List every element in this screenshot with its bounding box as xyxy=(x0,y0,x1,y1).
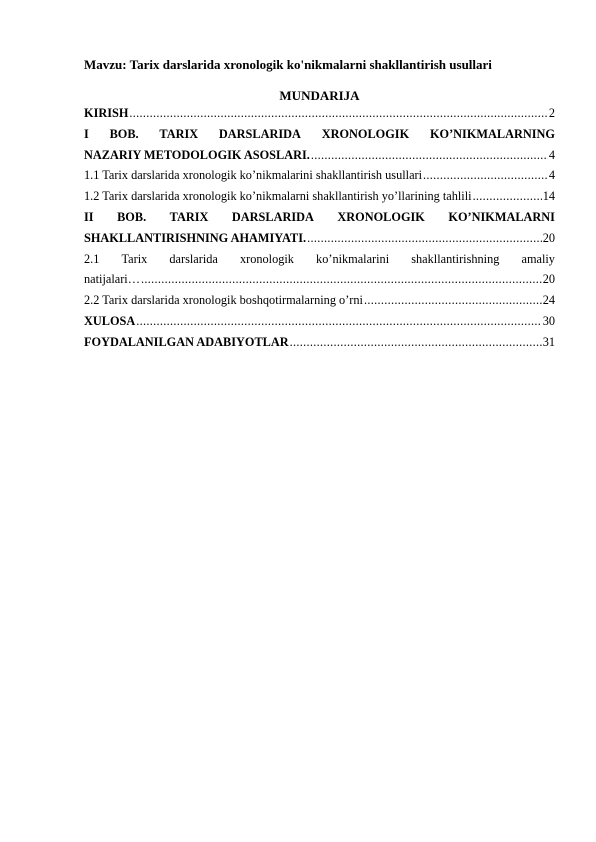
toc-entry-1-2[interactable] xyxy=(84,186,555,207)
toc-label: XULOSA xyxy=(84,313,136,328)
toc-heading: MUNDARIJA xyxy=(279,88,360,103)
document-title: Mavzu: Tarix darslarida xronologik ko'nikmalarni shakllantirish usullari xyxy=(84,57,492,72)
toc-entry-1-1[interactable] xyxy=(84,165,555,186)
toc-word: II xyxy=(84,209,94,224)
toc-word: BOB. xyxy=(117,209,147,224)
toc-word: TARIX xyxy=(169,209,209,224)
toc-label: FOYDALANILGAN ADABIYOTLAR xyxy=(84,334,289,349)
toc-label: SHAKLLANTIRISHNING AHAMIYATI. xyxy=(84,230,307,245)
toc-page-number: 4 xyxy=(548,168,555,183)
dot-leader xyxy=(141,269,542,290)
toc-entry-bob2-line2[interactable] xyxy=(84,228,555,249)
toc-entry-xulosa[interactable] xyxy=(84,311,555,332)
toc-page-number: 2 xyxy=(548,106,555,120)
table-of-contents xyxy=(84,103,555,353)
toc-word: ko’nikmalarini xyxy=(316,251,390,266)
toc-word: 2.1 xyxy=(84,251,100,266)
toc-word: BOB. xyxy=(109,126,139,141)
toc-word: XRONOLOGIK xyxy=(321,126,410,141)
toc-label: 1.1 Tarix darslarida xronologik ko’nikmalarini shakllantirish usullari xyxy=(84,168,423,183)
toc-word: amaliy xyxy=(521,251,555,266)
toc-word: KO’NIKMALARNI xyxy=(448,209,555,224)
toc-entry-bob1-line2[interactable] xyxy=(84,145,555,166)
dot-leader xyxy=(473,186,542,207)
toc-word: DARSLARIDA xyxy=(218,126,301,141)
toc-entry-2-2[interactable] xyxy=(84,290,555,311)
toc-word: XRONOLOGIK xyxy=(337,209,425,224)
dot-leader xyxy=(136,311,541,332)
dot-leader xyxy=(423,165,548,186)
dot-leader xyxy=(364,290,542,311)
toc-label: 2.2 Tarix darslarida xronologik boshqotirmalarning o’rni xyxy=(84,293,363,308)
toc-word: Tarix xyxy=(121,251,148,266)
toc-page-number: 14 xyxy=(542,189,555,204)
toc-word: I xyxy=(84,126,89,141)
toc-word: xronologik xyxy=(239,251,294,266)
toc-word: shakllantirishning xyxy=(411,251,500,266)
toc-page-number: 30 xyxy=(542,313,555,328)
toc-word: KO’NIKMALARNING xyxy=(429,126,555,141)
toc-word: TARIX xyxy=(159,126,199,141)
toc-word: DARSLARIDA xyxy=(231,209,314,224)
toc-label: KIRISH xyxy=(84,106,129,120)
dot-leader xyxy=(129,103,547,124)
toc-entry-bob2-line1[interactable] xyxy=(84,207,555,228)
toc-entry-adabiyotlar[interactable] xyxy=(84,332,555,353)
dot-leader xyxy=(290,332,542,353)
toc-label: NAZARIY METODOLOGIK ASOSLARI. xyxy=(84,147,310,162)
toc-page-number: 4 xyxy=(548,147,555,162)
dot-leader xyxy=(311,145,548,166)
toc-entry-bob1-line1[interactable] xyxy=(84,124,555,145)
toc-page-number: 20 xyxy=(542,272,555,287)
toc-page-number: 20 xyxy=(542,230,555,245)
toc-entry-2-1-line1[interactable] xyxy=(84,249,555,270)
dot-leader xyxy=(307,228,542,249)
toc-word: darslarida xyxy=(169,251,218,266)
toc-entry-2-1-line2[interactable] xyxy=(84,269,555,290)
toc-label: natijalari… xyxy=(84,272,140,287)
toc-entry-kirish[interactable] xyxy=(84,103,555,124)
toc-page-number: 24 xyxy=(542,293,555,308)
toc-label: 1.2 Tarix darslarida xronologik ko’nikmalarni shakllantirish yo’llarining tahlili xyxy=(84,189,472,204)
toc-page-number: 31 xyxy=(542,334,555,349)
